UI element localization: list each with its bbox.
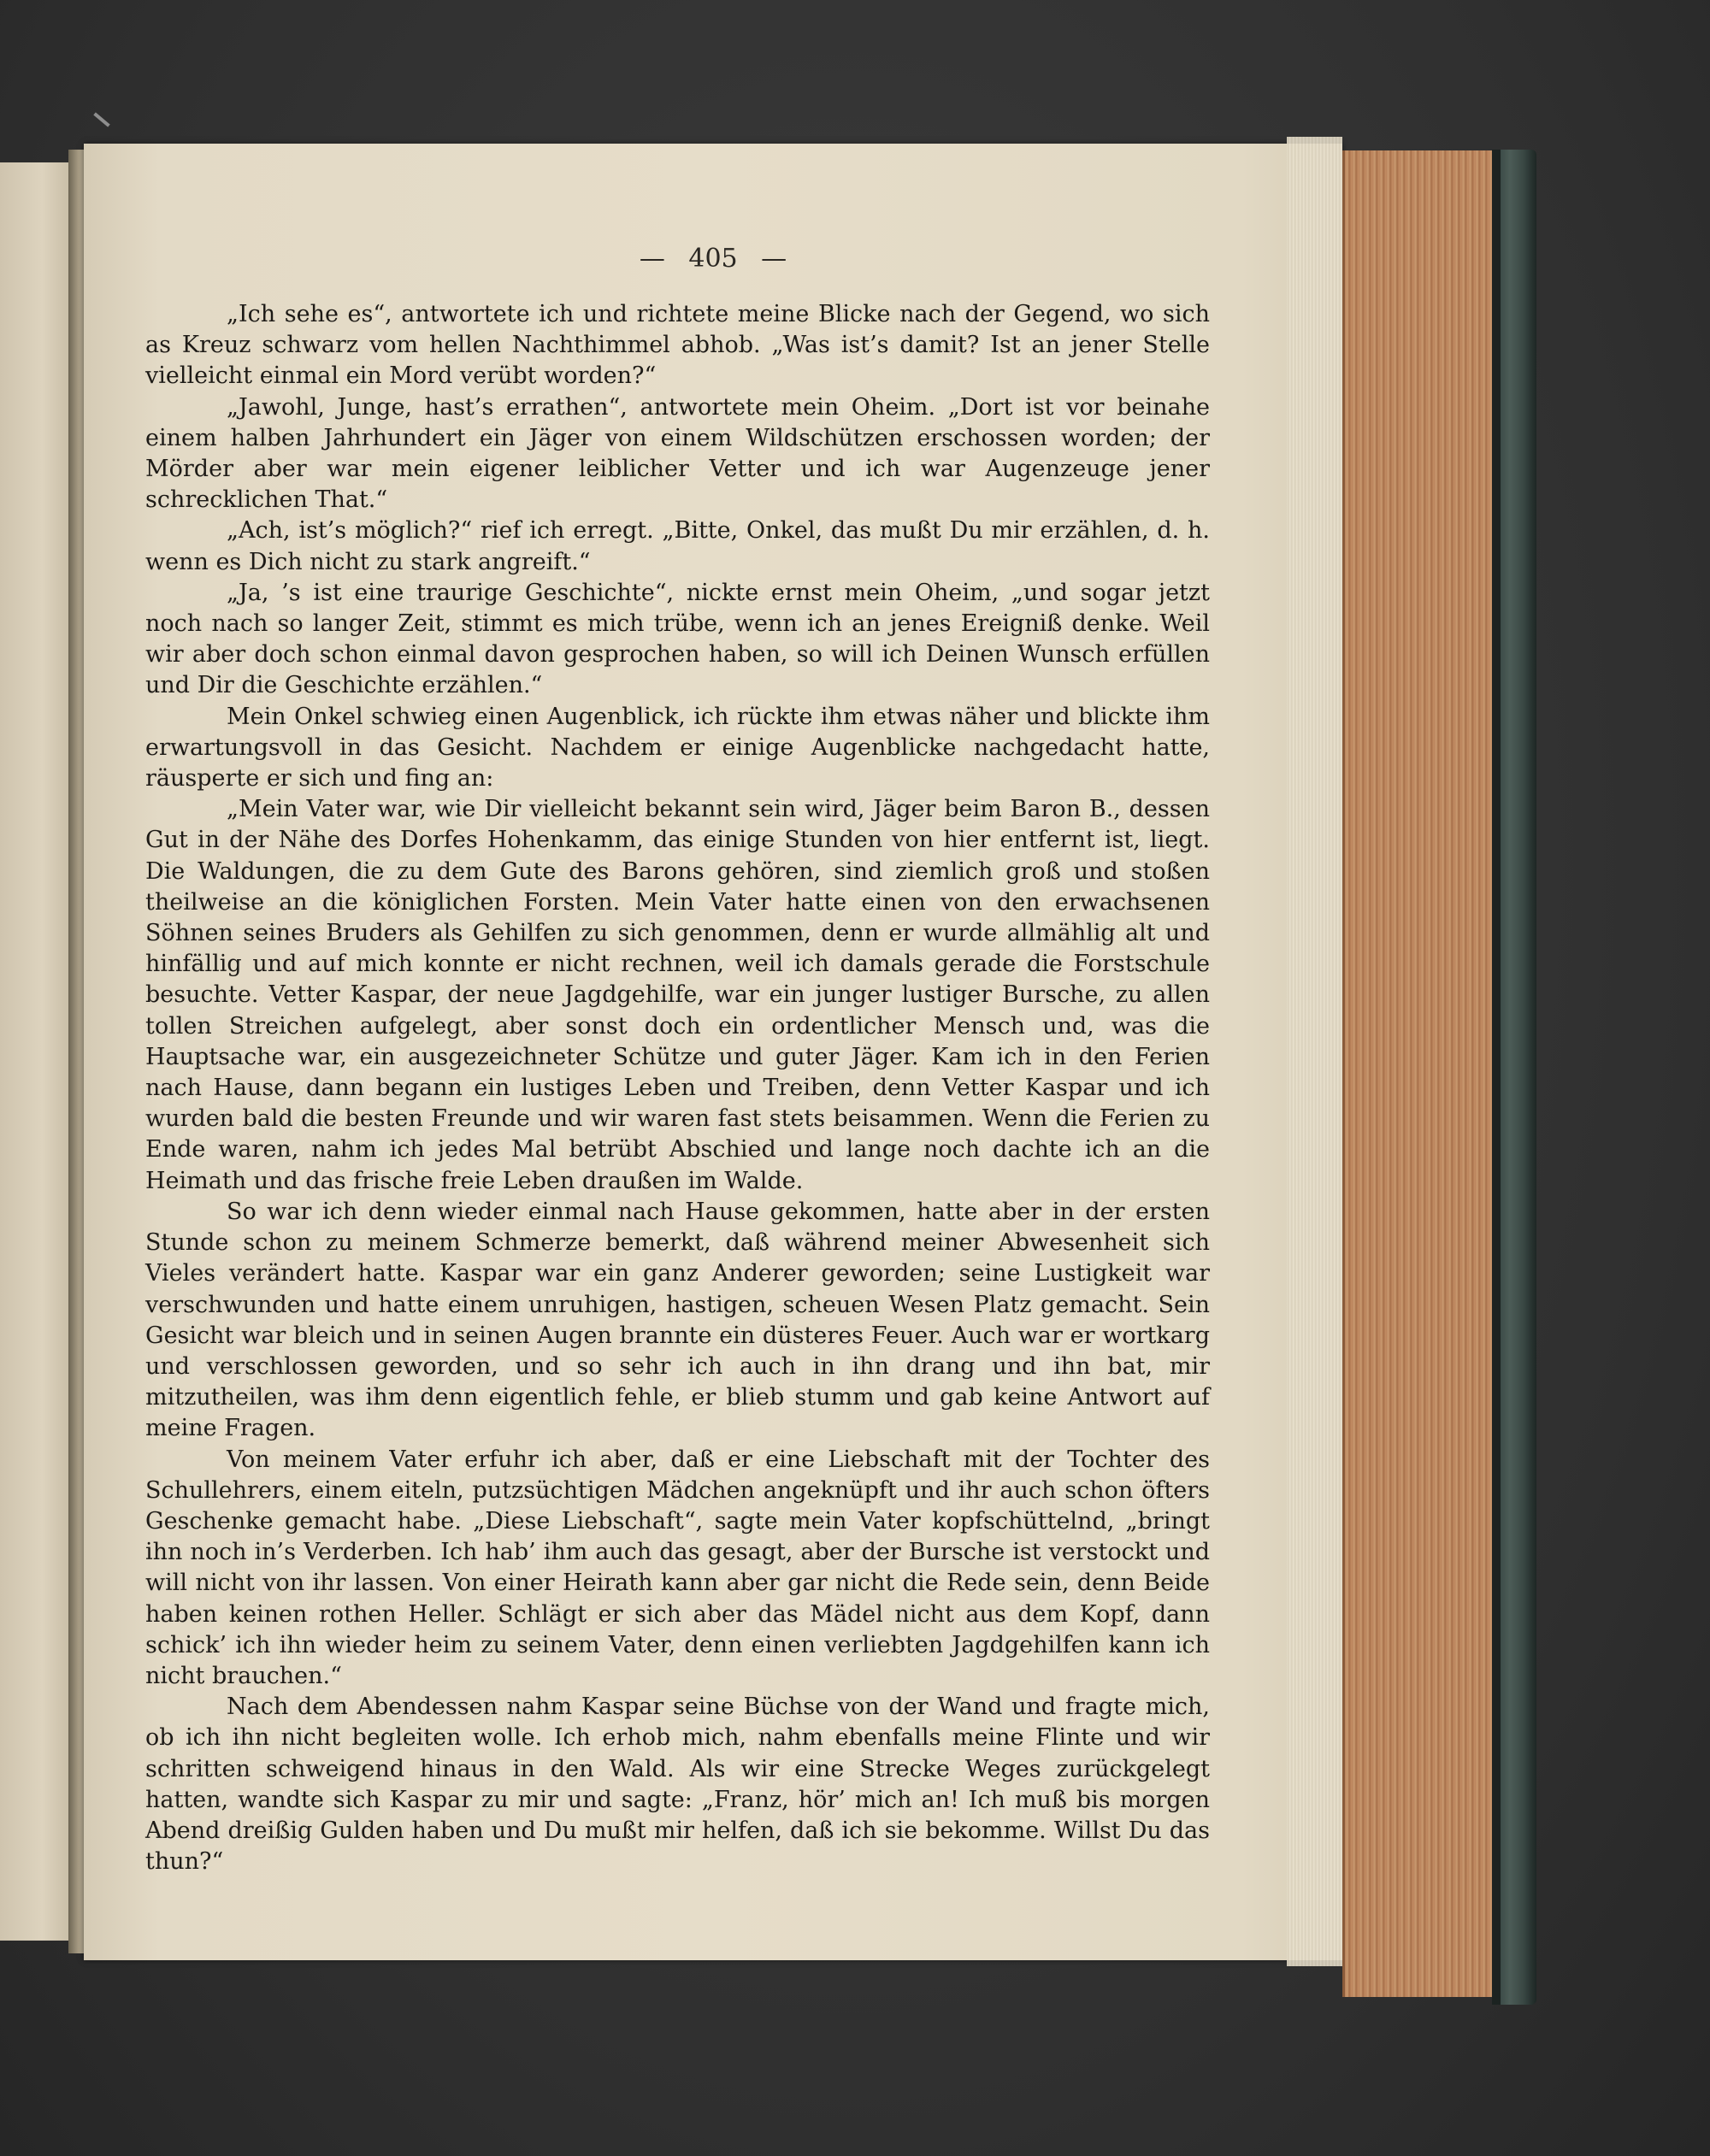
paragraph: „Ach, ist’s möglich?“ rief ich erregt. „Bitte, Onkel, das mußt Du mir erzählen, d. h. wenn es Dich nicht zu stark angreift.“ — [145, 517, 1210, 575]
book-cover-edge — [1492, 150, 1501, 2005]
page-number-suffix: — — [761, 244, 787, 274]
page-edges — [1287, 137, 1342, 1966]
paragraph: „Jawohl, Junge, hast’s errathen“, antwortete mein Oheim. „Dort ist vor beinahe einem halben Jahrhundert ein Jäger von einem Wildschützen erschossen worden; der Mörder aber war mein eigener leiblicher Vetter und ich war Augenzeuge jener schrecklichen That.“ — [145, 393, 1210, 514]
paragraph: „Ich sehe es“, antwortete ich und richtete meine Blicke nach der Gegend, wo sich as Kreuz schwarz vom hellen Nachthimmel abhob. „Was ist’s damit? Ist an jener Stelle vielleicht einmal ein Mord verübt worden?“ — [145, 301, 1210, 390]
paragraph: „Mein Vater war, wie Dir vielleicht bekannt sein wird, Jäger beim Baron B., dessen Gut in der Nähe des Dorfes Hohenkamm, das einige Stunden von hier entfernt ist, liegt. Die Waldungen, die zu dem Gute des Barons gehören, sind ziemlich groß und stoßen theilweise an die königlichen Forsten. Mein Vater hatte einen von den erwachsenen Söhnen seines Bruders als Gehilfen zu sich genommen, denn er wurde allmählig alt und hinfällig und auf mich konnte er nicht rechnen, weil ich damals gerade die Forstschule besuchte. Vetter Kaspar, der neue Jagdgehilfe, war ein junger lustiger Bursche, zu allen tollen Streichen aufgelegt, aber sonst doch ein ordentlicher Mensch und, was die Hauptsache war, ein ausgezeichneter Schütze und guter Jäger. Kam ich in den Ferien nach Hause, dann begann ein lustiges Leben und Treiben, denn Vetter Kaspar und ich wurden bald die besten Freunde und wir waren fast stets beisammen. Wenn die Ferien zu Ende waren, nahm ich jedes Mal betrübt Abschied und lange noch dachte ich an die Heimath und das frische freie Leben draußen im Walde. — [145, 796, 1210, 1194]
paragraph: Von meinem Vater erfuhr ich aber, daß er eine Liebschaft mit der Tochter des Schullehrers, einem eiteln, putzsüchtigen Mädchen angeknüpft und ihr auch schon öfters Geschenke gemacht habe. „Diese Liebschaft“, sagte mein Vater kopfschüttelnd, „bringt ihn noch in’s Verderben. Ich hab’ ihm auch das gesagt, aber der Bursche ist verstockt und will nicht von ihr lassen. Von einer Heirath kann aber gar nicht die Rede sein, denn Beide haben keinen rothen Heller. Schlägt er sich aber das Mädel nicht aus dem Kopf, dann schick’ ich ihn wieder heim zu seinem Vater, denn einen verliebten Jagdgehilfen kann ich nicht brauchen.“ — [145, 1446, 1210, 1689]
paragraph: „Ja, ’s ist eine traurige Geschichte“, nickte ernst mein Oheim, „und sogar jetzt noch nach so langer Zeit, stimmt es mich trübe, wenn ich an jenes Ereigniß denke. Weil wir aber doch schon einmal davon gesprochen haben, so will ich Deinen Wunsch erfüllen und Dir die Geschichte erzählen.“ — [145, 579, 1210, 699]
paragraph: Nach dem Abendessen nahm Kaspar seine Büchse von der Wand und fragte mich, ob ich ihn nicht begleiten wolle. Ich erhob mich, nahm ebenfalls meine Flinte und wir schritten schweigend hinaus in den Wald. Als wir eine Strecke Weges zurückgelegt hatten, wandte sich Kaspar zu mir und sagte: „Franz, hör’ mich an! Ich muß bis morgen Abend dreißig Gulden haben und Du mußt mir helfen, daß ich sie bekomme. Willst Du das thun?“ — [145, 1694, 1210, 1876]
paragraph: So war ich denn wieder einmal nach Hause gekommen, hatte aber in der ersten Stunde schon zu meinem Schmerze bemerkt, daß während meiner Abwesenheit sich Vieles verändert hatte. Kaspar war ein ganz Anderer geworden; seine Lustigkeit war verschwunden und hatte einem unruhigen, hastigen, scheuen Wesen Platz gemacht. Sein Gesicht war bleich und in seinen Augen brannte ein düsteres Feuer. Auch war er wortkarg und verschlossen geworden, und so sehr ich auch in ihn drang und ihn bat, mir mitzutheilen, was ihm denn eigentlich fehle, er blieb stumm und gab keine Antwort auf meine Fragen. — [145, 1198, 1210, 1442]
page-number: 405 — [688, 244, 738, 274]
body-text — [145, 299, 1210, 1877]
book-block-edge — [1342, 150, 1503, 1997]
page-number-prefix: — — [639, 244, 665, 274]
paragraph: Mein Onkel schwieg einen Augenblick, ich rückte ihm etwas näher und blickte ihm erwartungsvoll in das Gesicht. Nachdem er einige Augenblicke nachgedacht hatte, räusperte er sich und fing an: — [145, 703, 1210, 792]
page-header — [84, 244, 1342, 278]
previous-page-edge — [0, 162, 72, 1941]
